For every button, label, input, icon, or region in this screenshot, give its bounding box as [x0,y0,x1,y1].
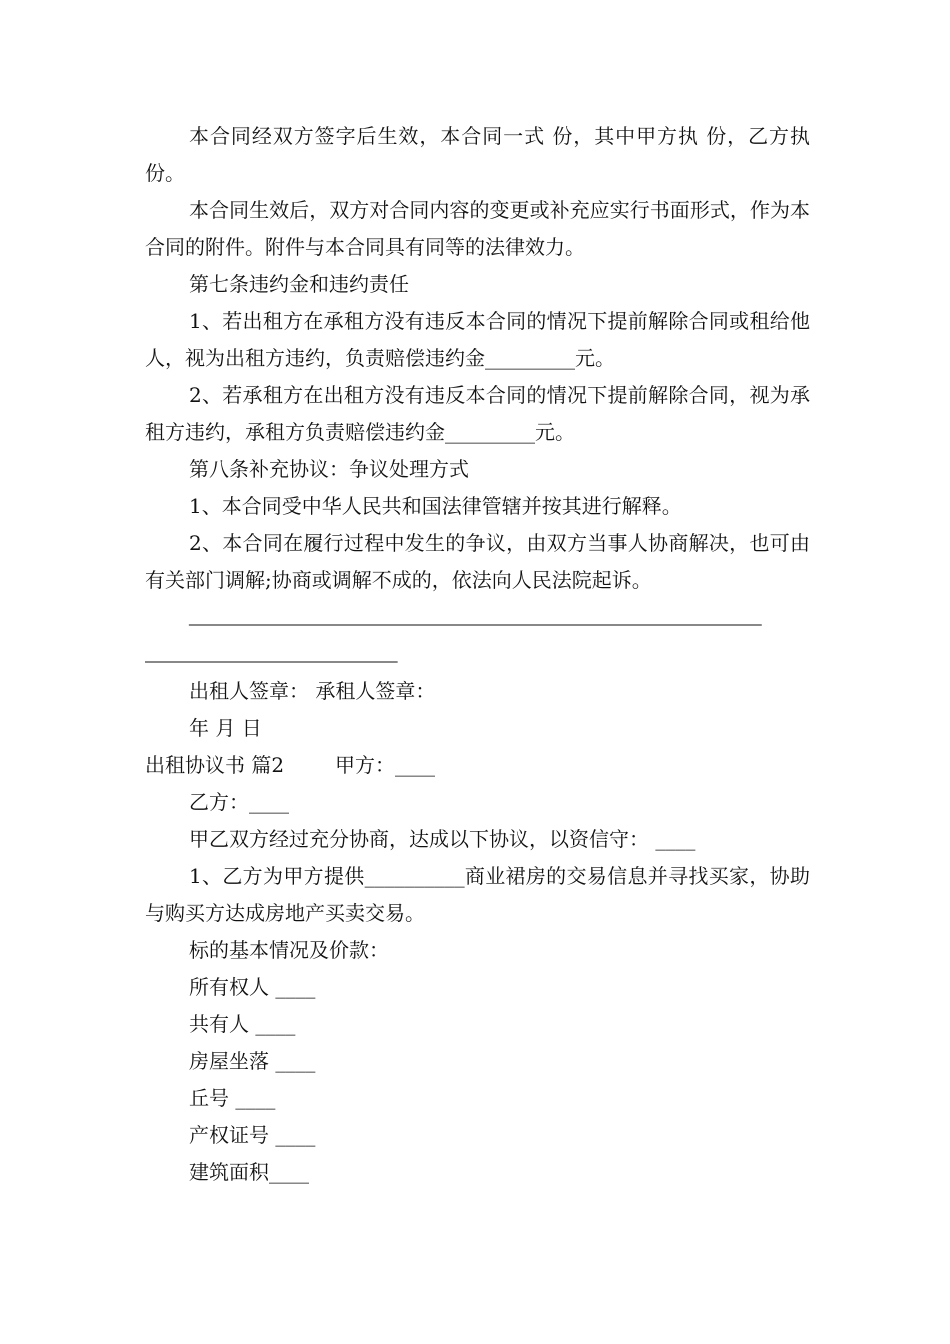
signature-rule-line-2: __________________________ [145,643,398,665]
field-lot-number: 丘号 ____ [189,1086,276,1110]
document-body [145,118,817,1191]
paragraph-contract-amendment: 本合同生效后，双方对合同内容的变更或补充应实行书面形式，作为本合同的附件。附件与本合同具有同等的法律效力。 [145,198,810,259]
article-7-clause-1: 1、若出租方在承租方没有违反本合同的情况下提前解除合同或租给他人，视为出租方违约，负责赔偿违约金_________元。 [145,309,810,370]
field-co-owner: 共有人 ____ [189,1012,296,1036]
article-8-clause-2: 2、本合同在履行过程中发生的争议，由双方当事人协商解决，也可由有关部门调解;协商或调解不成的，依法向人民法院起诉。 [145,531,810,592]
field-building-area: 建筑面积____ [189,1160,309,1184]
field-owner: 所有权人 ____ [189,975,316,999]
signature-rule-line-1: ___________________________________________________________ [189,606,762,628]
basic-info-heading: 标的基本情况及价款： [189,938,389,962]
paragraph-contract-effective: 本合同经双方签字后生效，本合同一式 份，其中甲方执 份，乙方执 份。 [145,124,817,185]
agreement-intro: 甲乙双方经过充分协商，达成以下协议，以资信守： ____ [189,827,696,851]
field-location: 房屋坐落 ____ [189,1049,316,1073]
party-b-line: 乙方：____ [189,790,289,814]
article-8-clause-1: 1、本合同受中华人民共和国法律管辖并按其进行解释。 [189,494,682,518]
field-title-certificate: 产权证号 ____ [189,1123,316,1147]
article-7-clause-2: 2、若承租方在出租方没有违反本合同的情况下提前解除合同，视为承租方违约，承租方负责赔偿违约金_________元。 [145,383,810,444]
agreement-clause-1: 1、乙方为甲方提供__________商业裙房的交易信息并寻找买家，协助与购买方达成房地产买卖交易。 [145,864,810,925]
article-8-heading: 第八条补充协议：争议处理方式 [189,457,469,481]
date-line: 年 月 日 [189,716,262,740]
section-title-party-a: 出租协议书 篇2 甲方：____ [145,753,435,777]
signature-labels: 出租人签章： 承租人签章： [189,679,436,703]
article-7-heading: 第七条违约金和违约责任 [189,272,409,296]
